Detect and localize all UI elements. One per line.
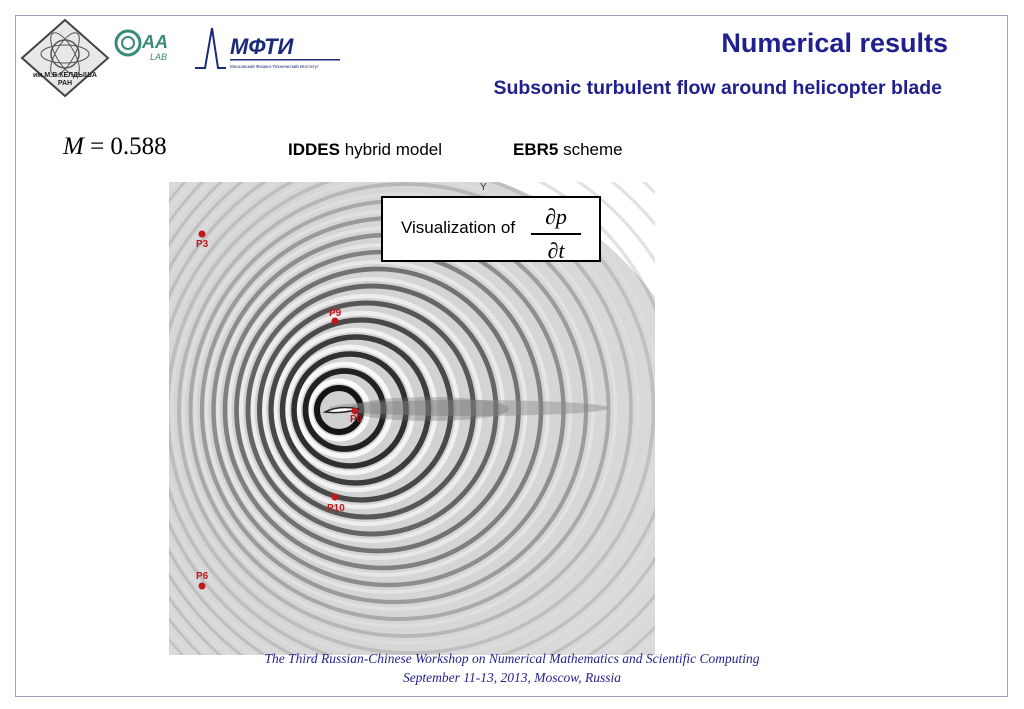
model-rest: hybrid model [339,140,443,159]
svg-text:им.М.В.КЕЛДЫША: им.М.В.КЕЛДЫША [33,72,97,79]
visualization-legend [381,196,601,262]
derivative-fraction [531,204,581,264]
scheme-name: EBR5 [513,140,559,159]
svg-text:LAB: LAB [150,52,168,62]
mach-value: = 0.588 [83,133,167,160]
probe-p0-label: P0 [350,414,363,425]
legend-text: Visualization of [401,218,516,237]
mach-number [63,133,167,161]
fraction-bar [531,233,581,235]
page-subtitle: Subsonic turbulent flow around helicopter blade [493,77,942,99]
svg-text:МФТИ: МФТИ [230,34,294,59]
scheme-label [513,140,623,160]
mach-symbol: M [63,133,84,160]
footer-date: September 11-13, 2013, Moscow, Russia [402,670,622,685]
probe-p10-label: P10 [327,503,345,514]
logos-group [20,18,350,98]
page-title: Numerical results [721,28,948,58]
model-name: IDDES [288,140,340,159]
probe-p9-label: P9 [329,308,342,319]
keldysh-logo [22,20,108,96]
aa-lab-logo [116,31,168,62]
probe-p10-dot [332,494,339,501]
mipt-logo [195,28,340,69]
probe-p3-dot [199,231,206,238]
svg-text:Московский Физико-Технический: Московский Физико-Технический Институт [230,64,319,69]
footer-workshop: The Third Russian-Chinese Workshop on Numerical Mathematics and Scientific Computing [264,651,760,666]
y-axis-label: Y [480,182,487,193]
fraction-denominator: ∂t [547,237,565,263]
fraction-numerator: ∂p [545,204,567,229]
svg-text:РАН: РАН [57,80,73,87]
model-label [288,140,442,160]
svg-text:AA: AA [142,32,168,52]
scheme-rest: scheme [558,140,623,159]
probe-p6-label: P6 [196,571,209,582]
probe-p6-dot [199,583,206,590]
probe-p3-label: P3 [196,239,209,250]
